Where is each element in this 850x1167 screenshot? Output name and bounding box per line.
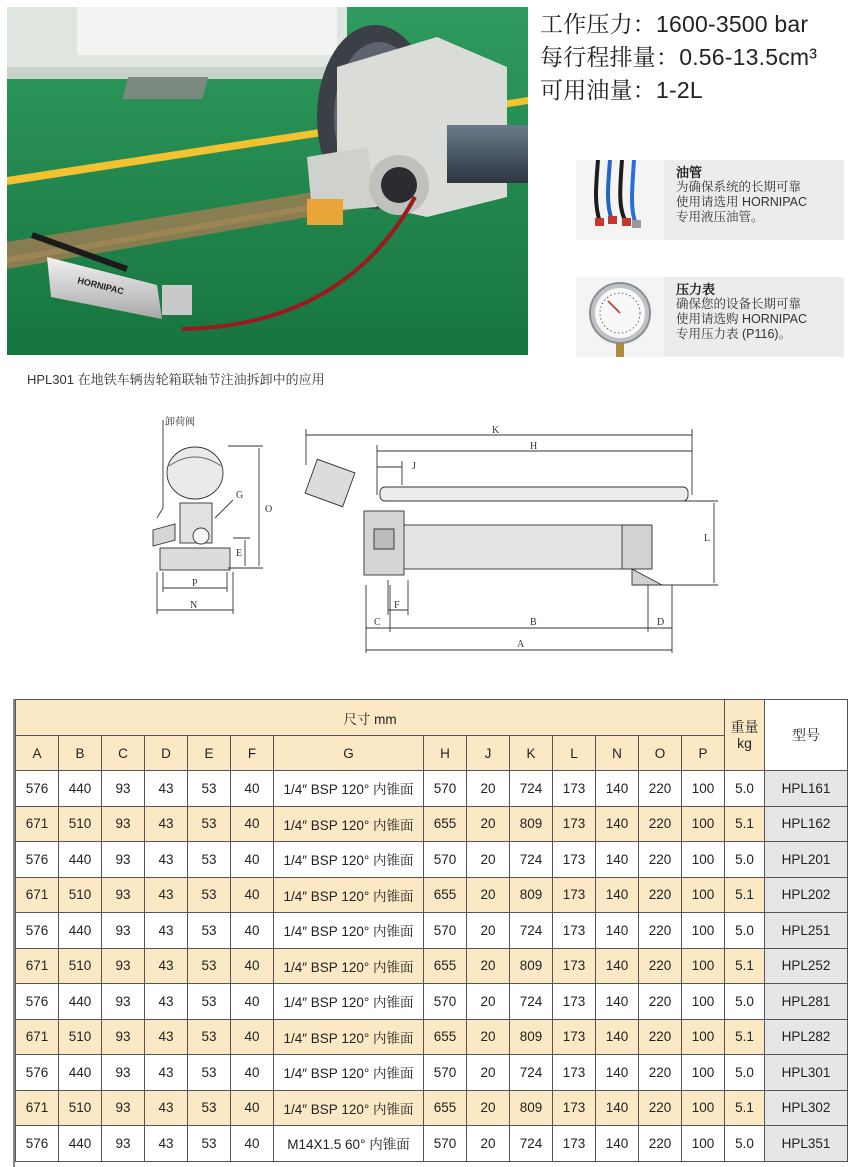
- accessory-hose-line: 专用液压油管。: [676, 210, 764, 224]
- cell-e: 53: [188, 806, 231, 842]
- label-o: O: [265, 504, 273, 515]
- cell-d: 43: [145, 1090, 188, 1126]
- cell-d: 43: [145, 877, 188, 913]
- cell-c: 93: [102, 842, 145, 878]
- cell-h: 570: [424, 1126, 467, 1162]
- cell-n: 140: [596, 1126, 639, 1162]
- cell-e: 53: [188, 771, 231, 807]
- cell-h: 655: [424, 806, 467, 842]
- cell-model: HPL301: [765, 1055, 848, 1091]
- cell-d: 43: [145, 806, 188, 842]
- label-j: J: [412, 461, 416, 472]
- cell-l: 173: [553, 1019, 596, 1055]
- cell-o: 220: [639, 877, 682, 913]
- column-header-c: C: [102, 736, 145, 771]
- cell-n: 140: [596, 842, 639, 878]
- label-b: B: [530, 617, 537, 628]
- cell-a: 576: [16, 1055, 59, 1091]
- cell-model: HPL162: [765, 806, 848, 842]
- cell-l: 173: [553, 771, 596, 807]
- cell-n: 140: [596, 1019, 639, 1055]
- cell-weight: 5.0: [725, 842, 765, 878]
- cell-g: 1/4″ BSP 120° 内锥面: [274, 948, 424, 984]
- cell-n: 140: [596, 1055, 639, 1091]
- cell-c: 93: [102, 1090, 145, 1126]
- table-row: [16, 1055, 848, 1091]
- cell-l: 173: [553, 1090, 596, 1126]
- cell-l: 173: [553, 984, 596, 1020]
- cell-g: M14X1.5 60° 内锥面: [274, 1126, 424, 1162]
- cell-l: 173: [553, 842, 596, 878]
- column-header-l: L: [553, 736, 596, 771]
- column-header-n: N: [596, 736, 639, 771]
- label-c: C: [374, 617, 381, 628]
- accessory-hose-title: 油管: [676, 165, 703, 180]
- cell-c: 93: [102, 948, 145, 984]
- cell-n: 140: [596, 913, 639, 949]
- cell-c: 93: [102, 1019, 145, 1055]
- table-row: [16, 1019, 848, 1055]
- cell-f: 40: [231, 1090, 274, 1126]
- cell-n: 140: [596, 806, 639, 842]
- cell-weight: 5.1: [725, 1019, 765, 1055]
- cell-d: 43: [145, 1019, 188, 1055]
- cell-f: 40: [231, 984, 274, 1020]
- table-row: [16, 913, 848, 949]
- cell-f: 40: [231, 1126, 274, 1162]
- cell-g: 1/4″ BSP 120° 内锥面: [274, 1055, 424, 1091]
- cell-n: 140: [596, 771, 639, 807]
- accessory-gauge-title: 压力表: [676, 282, 716, 297]
- cell-f: 40: [231, 948, 274, 984]
- cell-h: 655: [424, 1090, 467, 1126]
- cell-f: 40: [231, 842, 274, 878]
- column-header-f: F: [231, 736, 274, 771]
- cell-j: 20: [467, 913, 510, 949]
- cell-b: 440: [59, 913, 102, 949]
- table-row: [16, 806, 848, 842]
- cell-g: 1/4″ BSP 120° 内锥面: [274, 806, 424, 842]
- table-row: [16, 842, 848, 878]
- cell-h: 655: [424, 877, 467, 913]
- cell-p: 100: [682, 1090, 725, 1126]
- cell-j: 20: [467, 948, 510, 984]
- cell-weight: 5.1: [725, 1090, 765, 1126]
- cell-p: 100: [682, 877, 725, 913]
- label-h: H: [530, 441, 538, 452]
- cell-p: 100: [682, 948, 725, 984]
- table-row: [16, 1126, 848, 1162]
- cell-j: 20: [467, 842, 510, 878]
- cell-f: 40: [231, 806, 274, 842]
- label-d: D: [657, 617, 665, 628]
- cell-k: 809: [510, 877, 553, 913]
- model-header: 型号: [765, 700, 848, 771]
- cell-d: 43: [145, 913, 188, 949]
- cell-e: 53: [188, 913, 231, 949]
- cell-p: 100: [682, 1019, 725, 1055]
- cell-j: 20: [467, 984, 510, 1020]
- cell-c: 93: [102, 806, 145, 842]
- dimension-table: [15, 699, 848, 1162]
- cell-l: 173: [553, 913, 596, 949]
- cell-g: 1/4″ BSP 120° 内锥面: [274, 1090, 424, 1126]
- cell-p: 100: [682, 913, 725, 949]
- cell-weight: 5.0: [725, 913, 765, 949]
- cell-model: HPL201: [765, 842, 848, 878]
- cell-b: 440: [59, 842, 102, 878]
- cell-e: 53: [188, 1055, 231, 1091]
- cell-l: 173: [553, 877, 596, 913]
- accessory-hose: [576, 160, 844, 240]
- column-header-o: O: [639, 736, 682, 771]
- cell-h: 570: [424, 842, 467, 878]
- table-row: [16, 984, 848, 1020]
- cell-model: HPL281: [765, 984, 848, 1020]
- front-view-drawing: [302, 425, 722, 655]
- cell-o: 220: [639, 913, 682, 949]
- cell-o: 220: [639, 771, 682, 807]
- column-header-k: K: [510, 736, 553, 771]
- label-e: E: [236, 548, 243, 559]
- cell-weight: 5.0: [725, 771, 765, 807]
- spec-working-pressure: 工作压力：1600-3500 bar: [540, 11, 809, 37]
- cell-h: 655: [424, 948, 467, 984]
- cell-e: 53: [188, 877, 231, 913]
- table-row: [16, 1090, 848, 1126]
- cell-p: 100: [682, 1126, 725, 1162]
- cell-c: 93: [102, 771, 145, 807]
- cell-l: 173: [553, 948, 596, 984]
- cell-g: 1/4″ BSP 120° 内锥面: [274, 1019, 424, 1055]
- cell-k: 809: [510, 948, 553, 984]
- accessory-gauge-line: 确保您的设备长期可靠: [676, 297, 802, 311]
- side-view-drawing: [135, 408, 285, 618]
- accessory-gauge-text: [664, 277, 844, 357]
- column-header-a: A: [16, 736, 59, 771]
- cell-k: 724: [510, 1126, 553, 1162]
- cell-k: 724: [510, 984, 553, 1020]
- cell-n: 140: [596, 1090, 639, 1126]
- cell-a: 576: [16, 842, 59, 878]
- cell-j: 20: [467, 771, 510, 807]
- cell-e: 53: [188, 1019, 231, 1055]
- cell-a: 671: [16, 806, 59, 842]
- cell-j: 20: [467, 1019, 510, 1055]
- weight-header-label: 重量: [730, 719, 759, 735]
- cell-p: 100: [682, 842, 725, 878]
- weight-header-unit: kg: [737, 735, 752, 751]
- cell-d: 43: [145, 984, 188, 1020]
- cell-a: 576: [16, 913, 59, 949]
- cell-p: 100: [682, 984, 725, 1020]
- photo-caption: HPL301 在地铁车辆齿轮箱联轴节注油拆卸中的应用: [27, 372, 325, 387]
- cell-o: 220: [639, 1090, 682, 1126]
- cell-n: 140: [596, 877, 639, 913]
- cell-weight: 5.1: [725, 948, 765, 984]
- application-photo: [7, 7, 528, 355]
- cell-l: 173: [553, 1055, 596, 1091]
- cell-a: 576: [16, 984, 59, 1020]
- label-l: L: [704, 533, 711, 544]
- accessory-gauge: [576, 277, 844, 357]
- cell-j: 20: [467, 1126, 510, 1162]
- label-p: P: [192, 578, 198, 589]
- accessory-gauge-line: 使用请选购 HORNIPAC: [676, 312, 808, 326]
- label-f: F: [394, 600, 400, 611]
- table-body: [16, 771, 848, 1162]
- table-group-header: 尺寸 mm: [16, 700, 725, 736]
- cell-e: 53: [188, 948, 231, 984]
- spec-list: [540, 8, 846, 107]
- cell-model: HPL282: [765, 1019, 848, 1055]
- table-row: [16, 877, 848, 913]
- table-row: [16, 948, 848, 984]
- cell-model: HPL252: [765, 948, 848, 984]
- cell-g: 1/4″ BSP 120° 内锥面: [274, 913, 424, 949]
- label-a: A: [517, 639, 525, 650]
- cell-a: 576: [16, 1126, 59, 1162]
- cell-weight: 5.0: [725, 984, 765, 1020]
- cell-p: 100: [682, 1055, 725, 1091]
- cell-b: 510: [59, 1090, 102, 1126]
- cell-k: 809: [510, 806, 553, 842]
- cell-e: 53: [188, 1090, 231, 1126]
- label-n: N: [190, 600, 198, 611]
- cell-o: 220: [639, 842, 682, 878]
- accessory-gauge-line: 专用压力表 (P116)。: [676, 327, 792, 341]
- cell-model: HPL161: [765, 771, 848, 807]
- hydraulic-hose-icon: [576, 160, 664, 240]
- cell-b: 510: [59, 877, 102, 913]
- cell-f: 40: [231, 771, 274, 807]
- cell-e: 53: [188, 842, 231, 878]
- cell-d: 43: [145, 1055, 188, 1091]
- cell-f: 40: [231, 1055, 274, 1091]
- spec-displacement: 每行程排量：0.56-13.5cm³: [540, 44, 818, 70]
- label-unload-valve: 卸荷阀: [165, 417, 195, 428]
- cell-a: 576: [16, 771, 59, 807]
- cell-c: 93: [102, 984, 145, 1020]
- cell-b: 510: [59, 806, 102, 842]
- table-row: [16, 771, 848, 807]
- cell-k: 724: [510, 1055, 553, 1091]
- cell-j: 20: [467, 806, 510, 842]
- column-header-p: P: [682, 736, 725, 771]
- cell-b: 440: [59, 1126, 102, 1162]
- cell-weight: 5.0: [725, 1055, 765, 1091]
- cell-model: HPL302: [765, 1090, 848, 1126]
- cell-p: 100: [682, 771, 725, 807]
- cell-c: 93: [102, 877, 145, 913]
- cell-g: 1/4″ BSP 120° 内锥面: [274, 771, 424, 807]
- cell-o: 220: [639, 948, 682, 984]
- cell-j: 20: [467, 877, 510, 913]
- cell-a: 671: [16, 1019, 59, 1055]
- cell-f: 40: [231, 1019, 274, 1055]
- cell-n: 140: [596, 948, 639, 984]
- cell-b: 440: [59, 771, 102, 807]
- accessory-hose-text: [664, 160, 844, 240]
- cell-l: 173: [553, 1126, 596, 1162]
- cell-h: 570: [424, 1055, 467, 1091]
- cell-a: 671: [16, 877, 59, 913]
- cell-e: 53: [188, 984, 231, 1020]
- cell-d: 43: [145, 771, 188, 807]
- cell-d: 43: [145, 1126, 188, 1162]
- cell-l: 173: [553, 806, 596, 842]
- cell-p: 100: [682, 806, 725, 842]
- cell-b: 440: [59, 984, 102, 1020]
- cell-b: 510: [59, 1019, 102, 1055]
- cell-model: HPL251: [765, 913, 848, 949]
- cell-g: 1/4″ BSP 120° 内锥面: [274, 984, 424, 1020]
- spec-oil-capacity: 可用油量：1-2L: [540, 77, 703, 103]
- label-g: G: [236, 490, 244, 501]
- cell-f: 40: [231, 877, 274, 913]
- cell-j: 20: [467, 1055, 510, 1091]
- cell-e: 53: [188, 1126, 231, 1162]
- cell-c: 93: [102, 913, 145, 949]
- column-header-g: G: [274, 736, 424, 771]
- cell-h: 655: [424, 1019, 467, 1055]
- cell-g: 1/4″ BSP 120° 内锥面: [274, 877, 424, 913]
- pump-brand-text: HORNIPAC: [76, 275, 125, 297]
- cell-o: 220: [639, 806, 682, 842]
- cell-a: 671: [16, 1090, 59, 1126]
- cell-f: 40: [231, 913, 274, 949]
- cell-model: HPL351: [765, 1126, 848, 1162]
- cell-b: 440: [59, 1055, 102, 1091]
- cell-o: 220: [639, 1126, 682, 1162]
- column-header-j: J: [467, 736, 510, 771]
- cell-h: 570: [424, 984, 467, 1020]
- column-header-row: [16, 736, 848, 771]
- cell-d: 43: [145, 948, 188, 984]
- cell-b: 510: [59, 948, 102, 984]
- cell-j: 20: [467, 1090, 510, 1126]
- cell-n: 140: [596, 984, 639, 1020]
- column-header-h: H: [424, 736, 467, 771]
- cell-k: 724: [510, 913, 553, 949]
- column-header-e: E: [188, 736, 231, 771]
- cell-k: 724: [510, 771, 553, 807]
- cell-o: 220: [639, 1055, 682, 1091]
- label-k: K: [492, 425, 500, 436]
- cell-weight: 5.0: [725, 1126, 765, 1162]
- cell-g: 1/4″ BSP 120° 内锥面: [274, 842, 424, 878]
- cell-h: 570: [424, 771, 467, 807]
- cell-k: 724: [510, 842, 553, 878]
- pressure-gauge-icon: [576, 277, 664, 357]
- column-header-d: D: [145, 736, 188, 771]
- column-header-b: B: [59, 736, 102, 771]
- cell-d: 43: [145, 842, 188, 878]
- cell-weight: 5.1: [725, 806, 765, 842]
- cell-c: 93: [102, 1126, 145, 1162]
- cell-a: 671: [16, 948, 59, 984]
- accessory-hose-line: 为确保系统的长期可靠: [676, 180, 802, 194]
- cell-h: 570: [424, 913, 467, 949]
- cell-model: HPL202: [765, 877, 848, 913]
- accessory-hose-line: 使用请选用 HORNIPAC: [676, 195, 808, 209]
- weight-header: [725, 700, 765, 771]
- cell-k: 809: [510, 1090, 553, 1126]
- cell-c: 93: [102, 1055, 145, 1091]
- cell-weight: 5.1: [725, 877, 765, 913]
- cell-o: 220: [639, 1019, 682, 1055]
- cell-o: 220: [639, 984, 682, 1020]
- cell-k: 809: [510, 1019, 553, 1055]
